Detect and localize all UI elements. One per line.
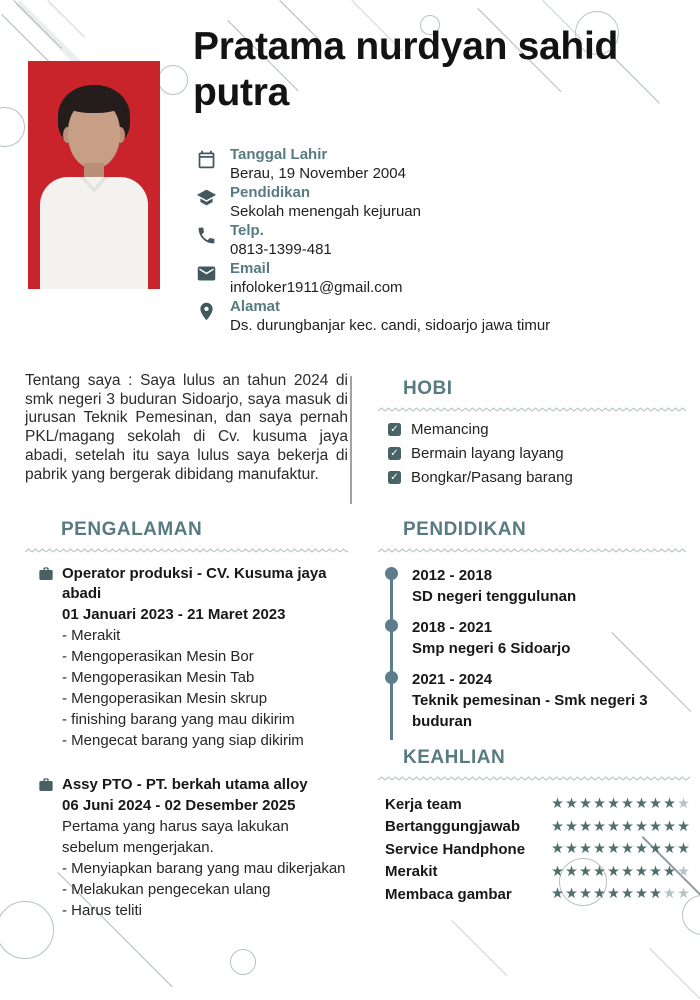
star-filled-icon: ★ [663,841,676,857]
experience-detail: Pertama yang harus saya lakukan sebelum mengerjakan. [62,818,289,856]
star-filled-icon: ★ [565,863,578,880]
star-empty-icon: ★ [677,863,690,880]
star-filled-icon: ★ [649,796,662,812]
star-filled-icon: ★ [649,818,662,835]
star-empty-icon: ★ [677,886,690,902]
experience-detail: - finishing barang yang mau dikirim [62,711,295,728]
star-filled-icon: ★ [579,796,592,812]
star-filled-icon: ★ [635,886,648,902]
star-filled-icon: ★ [565,796,578,812]
wavy-divider [25,548,348,553]
star-filled-icon: ★ [579,886,592,902]
checkbox-checked-icon: ✓ [388,423,401,436]
star-filled-icon: ★ [649,863,662,880]
skill-name: Service Handphone [385,840,526,858]
timeline-dot-icon [385,619,398,632]
star-filled-icon: ★ [607,886,620,902]
decorative-line [649,948,700,1000]
star-filled-icon: ★ [551,886,564,902]
star-filled-icon: ★ [635,841,648,857]
contact-item [196,298,676,335]
contact-value: infoloker1911@gmail.com [230,279,403,296]
star-filled-icon: ★ [565,818,578,835]
star-filled-icon: ★ [579,818,592,835]
star-filled-icon: ★ [607,796,620,812]
section-hobi [378,378,686,493]
hobi-item [388,469,686,486]
star-filled-icon: ★ [649,886,662,902]
star-filled-icon: ★ [593,796,606,812]
education-entry [412,565,686,607]
hobi-item [388,421,686,438]
education-period: 2012 - 2018 [412,567,493,584]
hobi-label: Memancing [411,421,489,438]
experience-entry [25,775,348,921]
star-filled-icon: ★ [565,841,578,857]
skill-name: Bertanggungjawab [385,818,521,836]
photo-person-shirt [40,177,148,289]
contact-value: Berau, 19 November 2004 [230,165,406,182]
photo-person-fringe [66,95,122,113]
education-school: Teknik pemesinan - Smk negeri 3 buduran [412,692,648,730]
about-text: Tentang saya : Saya lulus an tahun 2024 di smk negeri 3 buduran Sidoarjo, saya masuk di jurusan Teknik Pemesinan, dan saya pernah PKL/magang sekolah di Cv. kusuma jaya abadi, setelah itu saya lulus saya bekerja di pabrik yang bergerak dibidang manufaktur. [25,372,348,483]
star-filled-icon: ★ [579,863,592,880]
experience-detail: - Mengoperasikan Mesin Tab [62,669,255,686]
experience-title: Operator produksi - CV. Kusuma jaya abadi [62,565,327,602]
star-rating [550,887,690,902]
star-filled-icon: ★ [677,818,690,835]
calendar-icon [196,149,217,170]
contact-item [196,260,676,297]
skill-row [385,816,690,839]
section-pendidikan [378,519,686,742]
contact-label: Email [230,260,271,277]
page-title: Pratama nurdyan sahid putra [193,25,619,115]
star-filled-icon: ★ [663,863,676,880]
star-filled-icon: ★ [649,841,662,857]
decorative-circle [158,65,188,95]
contact-item [196,222,676,259]
star-filled-icon: ★ [621,796,634,812]
section-title-keahlian: KEAHLIAN [403,747,506,768]
hobi-item [388,445,686,462]
wavy-divider [378,776,690,781]
experience-detail: - Mengoperasikan Mesin Bor [62,648,254,665]
contact-value: Ds. durungbanjar kec. candi, sidoarjo jawa timur [230,317,551,334]
decorative-line [451,920,507,976]
star-filled-icon: ★ [593,818,606,835]
skill-row [385,861,690,884]
education-school: SD negeri tenggulunan [412,588,577,605]
experience-detail: - Mengecat barang yang siap dikirim [62,732,304,749]
star-filled-icon: ★ [579,841,592,857]
contact-value: Sekolah menengah kejuruan [230,203,421,220]
profile-photo [28,61,160,289]
star-rating [550,820,690,835]
skill-name: Merakit [385,863,438,881]
skill-row [385,793,690,816]
star-filled-icon: ★ [607,863,620,880]
star-filled-icon: ★ [621,886,634,902]
star-filled-icon: ★ [551,818,564,835]
star-filled-icon: ★ [621,818,634,835]
star-filled-icon: ★ [551,796,564,812]
experience-detail: - Harus teliti [62,902,143,919]
education-period: 2021 - 2024 [412,671,493,688]
skill-name: Kerja team [385,795,462,813]
star-filled-icon: ★ [621,841,634,857]
star-filled-icon: ★ [663,796,676,812]
hobi-label: Bermain layang layang [411,445,564,462]
star-filled-icon: ★ [607,841,620,857]
experience-title: Assy PTO - PT. berkah utama alloy [62,776,308,793]
checkbox-checked-icon: ✓ [388,447,401,460]
experience-detail: - Mengoperasikan Mesin skrup [62,690,268,707]
star-filled-icon: ★ [677,841,690,857]
section-pengalaman [25,519,348,921]
timeline-dot-icon [385,567,398,580]
vertical-divider [350,376,352,504]
education-timeline [390,565,686,732]
star-filled-icon: ★ [621,863,634,880]
graduation-cap-icon [196,187,217,208]
star-empty-icon: ★ [663,886,676,902]
star-filled-icon: ★ [551,863,564,880]
experience-detail: - Merakit [62,627,121,644]
star-filled-icon: ★ [551,841,564,857]
location-icon [196,301,217,322]
contact-label: Alamat [230,298,281,315]
star-filled-icon: ★ [593,863,606,880]
contact-list [196,146,676,336]
phone-icon [196,225,217,246]
contact-label: Pendidikan [230,184,311,201]
section-title-pendidikan: PENDIDIKAN [403,519,527,540]
decorative-line [47,0,84,37]
experience-period: 06 Juni 2024 - 02 Desember 2025 [62,797,296,814]
hobi-label: Bongkar/Pasang barang [411,469,573,486]
contact-label: Telp. [230,222,264,239]
contact-label: Tanggal Lahir [230,146,328,163]
star-filled-icon: ★ [635,863,648,880]
education-entry [412,669,686,732]
star-empty-icon: ★ [677,796,690,812]
checkbox-checked-icon: ✓ [388,471,401,484]
timeline-dot-icon [385,671,398,684]
education-period: 2018 - 2021 [412,619,493,636]
experience-period: 01 Januari 2023 - 21 Maret 2023 [62,606,286,623]
experience-detail: - Melakukan pengecekan ulang [62,881,271,898]
contact-item [196,146,676,183]
timeline-line [390,573,393,740]
wavy-divider [378,407,686,412]
decorative-circle [230,949,256,975]
star-filled-icon: ★ [593,841,606,857]
decorative-circle [0,107,25,147]
experience-entry [25,564,348,751]
star-filled-icon: ★ [635,796,648,812]
star-filled-icon: ★ [593,886,606,902]
star-filled-icon: ★ [607,818,620,835]
email-icon [196,263,217,284]
star-rating [550,797,690,812]
briefcase-icon [38,777,54,793]
skill-row [385,838,690,861]
section-title-pengalaman: PENGALAMAN [61,519,203,540]
briefcase-icon [38,566,54,582]
star-filled-icon: ★ [565,886,578,902]
star-rating [550,865,690,880]
education-school: Smp negeri 6 Sidoarjo [412,640,571,657]
contact-item [196,184,676,221]
section-keahlian [378,747,690,906]
education-entry [412,617,686,659]
experience-detail: - Menyiapkan barang yang mau dikerjakan [62,860,346,877]
star-rating [550,842,690,857]
wavy-divider [378,548,686,553]
section-title-hobi: HOBI [403,378,453,399]
star-filled-icon: ★ [635,818,648,835]
skill-row [385,883,690,906]
skill-name: Membaca gambar [385,885,512,903]
star-filled-icon: ★ [663,818,676,835]
contact-value: 0813-1399-481 [230,241,332,258]
